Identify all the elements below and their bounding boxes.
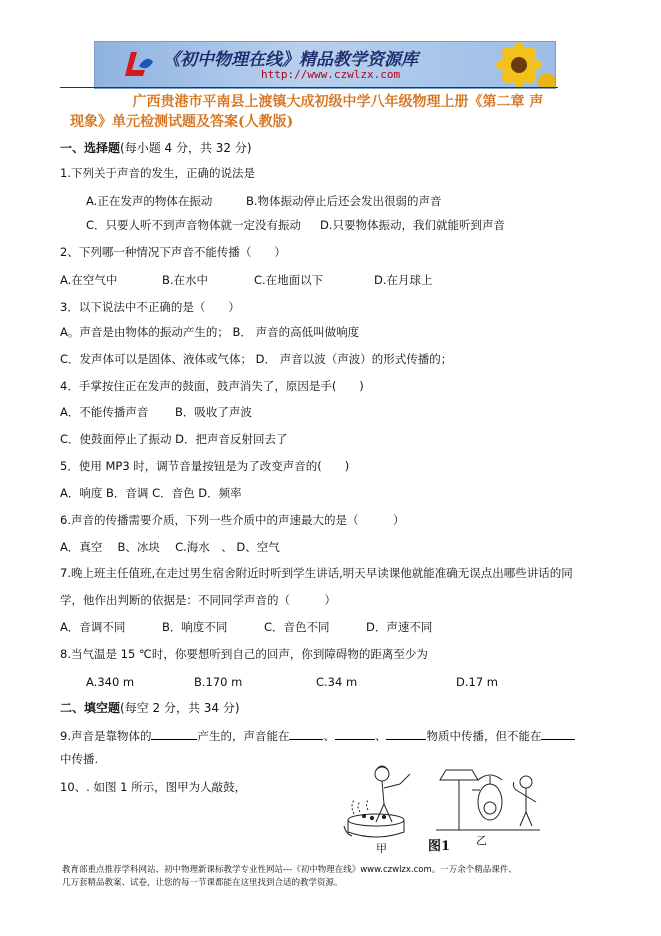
question-9-sep2: 、 <box>374 729 387 743</box>
answer-blank-medium-2[interactable] <box>335 727 375 740</box>
question-4-options-ab: A．不能传播声音 B．吸收了声波 <box>60 405 252 419</box>
question-1-option-a: A.正在发声的物体在振动 <box>86 194 213 208</box>
banner-url: http://www.czwlzx.com <box>261 68 401 81</box>
question-5-options: A．响度 B．音调 C．音色 D．频率 <box>60 486 242 500</box>
question-5: 5．使用 MP3 时，调节音量按钮是为了改变声音的( ) <box>60 459 350 473</box>
question-2-option-b: B.在水中 <box>162 273 209 287</box>
question-4: 4．手掌按住正在发声的鼓面，鼓声消失了，原因是手( ) <box>60 379 364 393</box>
answer-blank-vibration[interactable] <box>151 727 197 740</box>
document-title-line2: 现象》单元检测试题及答案(人教版) <box>70 114 294 130</box>
question-8-option-c: C.34 m <box>316 675 358 689</box>
question-7-option-a: A．音调不同 <box>60 620 126 634</box>
question-2: 2、下列哪一种情况下声音不能传播（ ） <box>60 245 286 259</box>
footer-line2: 几万套精品教案、试卷，让您的每一节课都能在这里找到合适的教学资源。 <box>62 878 343 888</box>
banner-title: 《初中物理在线》精品教学资源库 <box>163 50 418 70</box>
question-9-part3: 物质中传播，但不能在 <box>426 729 542 743</box>
question-9-part1: 9.声音是靠物体的 <box>60 729 152 743</box>
question-7-line2: 学，他作出判断的依据是：不同同学声音的（ ） <box>60 593 336 607</box>
question-2-option-d: D.在月球上 <box>374 273 433 287</box>
question-8: 8.当气温是 15 ℃时，你要想听到自己的回声，你到障碍物的距离至少为 <box>60 647 428 661</box>
answer-blank-medium-1[interactable] <box>289 727 323 740</box>
section1-note: (每小题 4 分，共 32 分) <box>120 141 252 155</box>
question-9-line2: 中传播. <box>60 752 99 766</box>
section2-heading: 二、填空题 <box>60 701 121 715</box>
footer-line1: 教育部重点推荐学科网站、初中物理新课标教学专业性网站---《初中物理在线》www.czwlzx.com。一万余个精品课件、 <box>62 865 517 875</box>
section-heading-fill <box>60 699 240 716</box>
question-7-line1: 7.晚上班主任值班,在走过男生宿舍附近时听到学生讲话,明天早读课他就能准确无误点出哪些讲话的同 <box>60 566 573 580</box>
answer-blank-medium-3[interactable] <box>386 727 426 740</box>
question-6-options: A．真空 B、冰块 C.海水 、 D、空气 <box>60 540 280 554</box>
question-8-option-d: D.17 m <box>456 675 499 689</box>
question-7-option-b: B．响度不同 <box>162 620 228 634</box>
question-9-part2: 产生的，声音能在 <box>197 729 290 743</box>
document-title-line1: 广西贵港市平南县上渡镇大成初级中学八年级物理上册《第二章 声 <box>132 94 544 110</box>
header-banner <box>94 41 556 89</box>
question-3-options-cd: C．发声体可以是固体、液体或气体； D． 声音以波（声波）的形式传播的； <box>60 352 453 366</box>
answer-blank-vacuum[interactable] <box>541 727 575 740</box>
question-7-option-c: C．音色不同 <box>264 620 330 634</box>
site-logo-icon <box>117 46 157 84</box>
section1-heading: 一、选择题 <box>60 141 121 155</box>
bell-jar-illustration-icon <box>436 770 540 830</box>
question-1-option-b: B.物体振动停止后还会发出很弱的声音 <box>246 194 442 208</box>
question-3-options-ab: A。声音是由物体的振动产生的； B． 声音的高低叫做响度 <box>60 325 360 339</box>
header-divider <box>60 87 558 88</box>
question-2-option-a: A.在空气中 <box>60 273 118 287</box>
question-2-option-c: C.在地面以下 <box>254 273 324 287</box>
question-7-option-d: D．声速不同 <box>366 620 433 634</box>
drummer-illustration-icon <box>344 766 410 837</box>
question-1-option-c: C．只要人听不到声音物体就一定没有振动 <box>86 218 302 232</box>
figure-caption: 图1 <box>428 839 451 854</box>
section-heading-choice <box>60 139 252 156</box>
question-4-options-cd: C．使鼓面停止了振动 D．把声音反射回去了 <box>60 432 288 446</box>
figure-label-yi: 乙 <box>476 834 487 847</box>
question-10: 10、. 如图 1 所示，图甲为人敲鼓， <box>60 780 247 794</box>
question-3: 3．以下说法中不正确的是（ ） <box>60 300 240 314</box>
question-8-option-a: A.340 m <box>86 675 135 689</box>
figure-label-jia: 甲 <box>376 842 387 855</box>
question-1-option-d: D.只要物体振动，我们就能听到声音 <box>320 218 506 232</box>
question-8-option-b: B.170 m <box>194 675 243 689</box>
question-9-sep1: 、 <box>323 729 335 743</box>
figure-1-drum-and-bell <box>340 760 540 856</box>
section2-note: (每空 2 分，共 34 分) <box>120 701 240 715</box>
sunflower-icon <box>483 42 555 88</box>
question-6: 6.声音的传播需要介质，下列一些介质中的声速最大的是（ ） <box>60 513 405 527</box>
question-1: 1.下列关于声音的发生，正确的说法是 <box>60 166 255 180</box>
question-9-line1 <box>60 727 575 744</box>
